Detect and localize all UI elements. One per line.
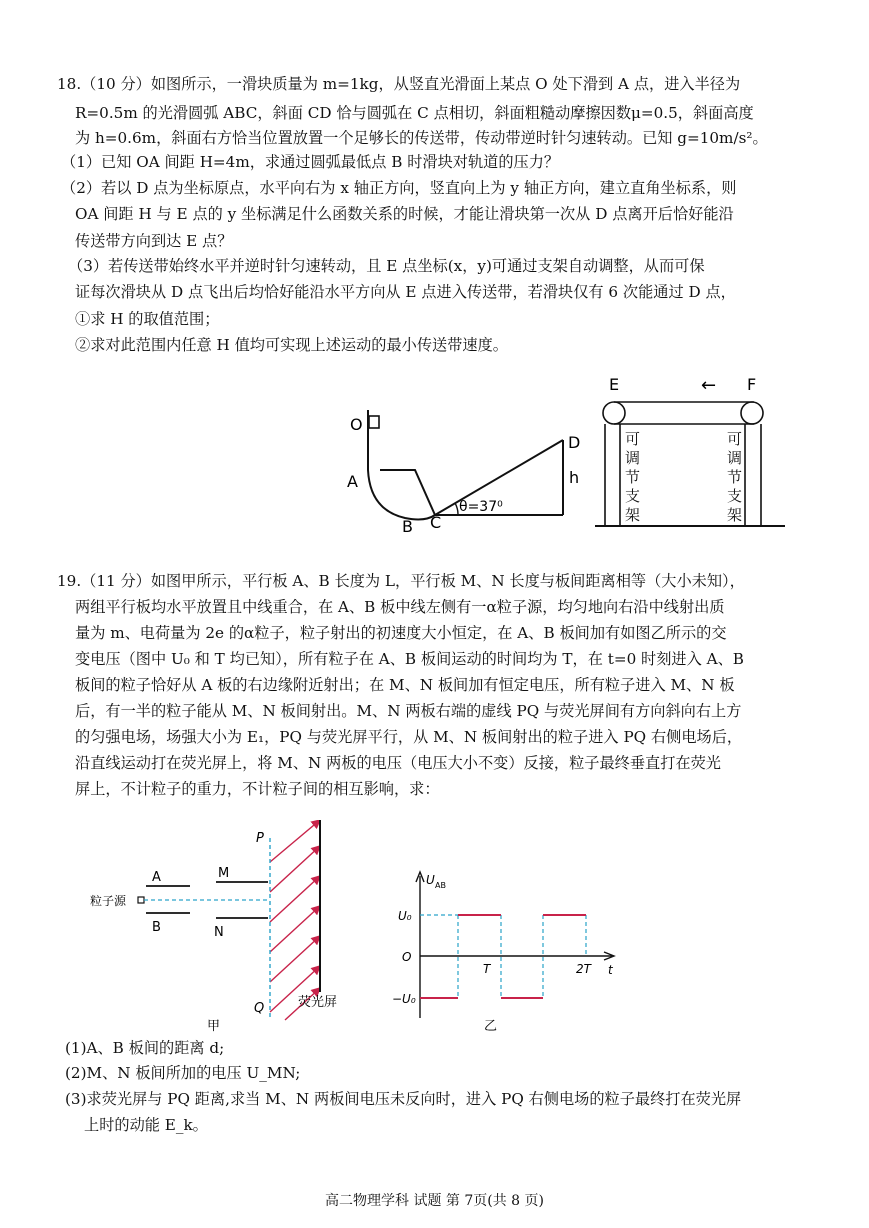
tick-2t: 2T [576,962,591,976]
origin-label: O [402,950,412,964]
label-b: B [402,517,413,536]
caption-jia: 甲 [207,1019,221,1032]
source-label: 粒子源 [90,894,127,908]
q19-sub-3: (3)求荧光屏与 PQ 距离,求当 M、N 两板间电压未反向时，进入 PQ 右侧电场的粒子最终打在荧光屏 [65,1090,742,1108]
label-e: E [609,375,620,394]
roller-right [741,402,763,424]
label-plate-b: B [152,920,161,935]
support-right-char-2: 调 [727,449,743,467]
q18-conveyor-figure [595,372,785,532]
label-f: F [747,375,757,394]
q19-line-3: 量为 m、电荷量为 2e 的α粒子，粒子射出的初速度大小恒定，在 A、B 板间加有如图乙所示的交 [75,624,727,642]
tick-u0: U₀ [398,909,412,923]
support-left-char-5: 架 [625,506,641,524]
support-left-char-1: 可 [625,430,641,448]
support-right-char-4: 支 [727,487,743,505]
label-c: C [430,513,442,532]
field-lines [270,820,320,1020]
tick-t: T [483,962,491,976]
y-axis-label: U [426,873,435,887]
q18-line-8: （3）若传送带始终水平并逆时针匀速转动，且 E 点坐标(x，y)可通过支架自动调整，从而可保 [68,257,705,275]
q18-track-figure [330,370,600,540]
page-footer: 高二物理学科 试题 第 7页(共 8 页) [325,1193,544,1209]
q18-line-11: ②求对此范围内任意 H 值均可实现上述运动的最小传送带速度。 [75,336,508,354]
slider-block [369,416,379,428]
q18-line-10: ①求 H 的取值范围； [75,310,220,328]
q18-line-5: （2）若以 D 点为坐标原点，水平向右为 x 轴正方向，竖直向上为 y 轴正方向，建立直角坐标系，则 [61,179,737,197]
q19-sub-4: 上时的动能 E_k。 [84,1116,208,1134]
q18-line-1: 18.（10 分）如图所示，一滑块质量为 m=1kg，从竖直光滑面上某点 O 处下滑到 A 点，进入半径为 [57,75,741,93]
label-p: P [256,831,264,846]
label-plate-n: N [214,925,224,940]
label-a: A [347,472,358,491]
label-o: O [350,415,363,434]
tick-neg-u0: −U₀ [392,992,416,1006]
angle-arc [455,503,458,515]
label-q: Q [254,1001,265,1016]
label-plate-a: A [152,870,161,885]
caption-yi: 乙 [484,1019,498,1034]
q19-line-7: 的匀强电场，场强大小为 E₁，PQ 与荧光屏平行，从 M、N 板间射出的粒子进入 PQ 右侧电场后， [75,728,743,746]
q18-line-6: OA 间距 H 与 E 点的 y 坐标满足什么函数关系的时候，才能让滑块第一次从 D 点离开后恰好能沿 [75,205,734,223]
arc-inner-frame [380,470,435,515]
angle-label: θ=37⁰ [459,499,503,515]
support-right-char-5: 架 [727,506,743,524]
q19-sub-2: (2)M、N 板间所加的电压 U_MN; [65,1064,301,1082]
q19-line-1: 19.（11 分）如图甲所示，平行板 A、B 长度为 L，平行板 M、N 长度与板间距离相等（大小未知）， [57,572,745,590]
q19-line-8: 沿直线运动打在荧光屏上，将 M、N 两板的电压（电压大小不变）反接，粒子最终垂直打在荧光 [75,754,721,772]
roller-left [603,402,625,424]
label-d: D [568,433,581,452]
q18-line-7: 传送带方向到达 E 点？ [75,232,233,250]
q19-line-9: 屏上，不计粒子的重力，不计粒子间的相互影响，求： [75,780,440,798]
support-left-char-4: 支 [625,487,641,505]
q18-line-3: 为 h=0.6m，斜面右方恰当位置放置一个足够长的传送带，传动带逆时针匀速转动。已知 g=10m/s²。 [75,129,768,147]
q18-line-9: 证每次滑块从 D 点飞出后均恰好能沿水平方向从 E 点进入传送带，若滑块仅有 6 次能通过 D 点， [75,283,736,301]
q19-line-4: 变电压（图中 U₀ 和 T 均已知），所有粒子在 A、B 板间运动的时间均为 T，在 t=0 时刻进入 A、B [75,650,744,668]
q18-line-4: （1）已知 OA 间距 H=4m，求通过圆弧最低点 B 时滑块对轨道的压力？ [61,153,560,171]
particle-source [138,897,144,903]
q19-fig-yi [390,868,630,1036]
support-right-char-1: 可 [727,430,743,448]
q19-line-6: 后，有一半的粒子能从 M、N 板间射出。M、N 两板右端的虚线 PQ 与荧光屏间有方向斜向右上方 [75,702,742,720]
screen-label: 荧光屏 [298,995,338,1010]
direction-arrow: ← [701,375,717,396]
label-h: h [569,468,580,487]
support-left-char-3: 节 [625,468,641,486]
y-axis-label-sub: AB [435,881,446,890]
support-right-char-3: 节 [727,468,743,486]
x-axis-label: t [608,963,613,977]
label-plate-m: M [218,866,230,881]
support-left-char-2: 调 [625,449,641,467]
q19-line-5: 板间的粒子恰好从 A 板的右边缘附近射出；在 M、N 板间加有恒定电压，所有粒子进入 M、N 板 [75,676,735,694]
q19-line-2: 两组平行板均水平放置且中线重合，在 A、B 板中线左侧有一α粒子源，均匀地向右沿中线射出质 [75,598,725,616]
q19-sub-1: (1)A、B 板间的距离 d; [65,1039,225,1057]
q18-line-2: R=0.5m 的光滑圆弧 ABC，斜面 CD 恰与圆弧在 C 点相切，斜面粗糙动摩擦因数μ=0.5，斜面高度 [75,104,754,122]
q19-fig-jia [80,820,380,1032]
